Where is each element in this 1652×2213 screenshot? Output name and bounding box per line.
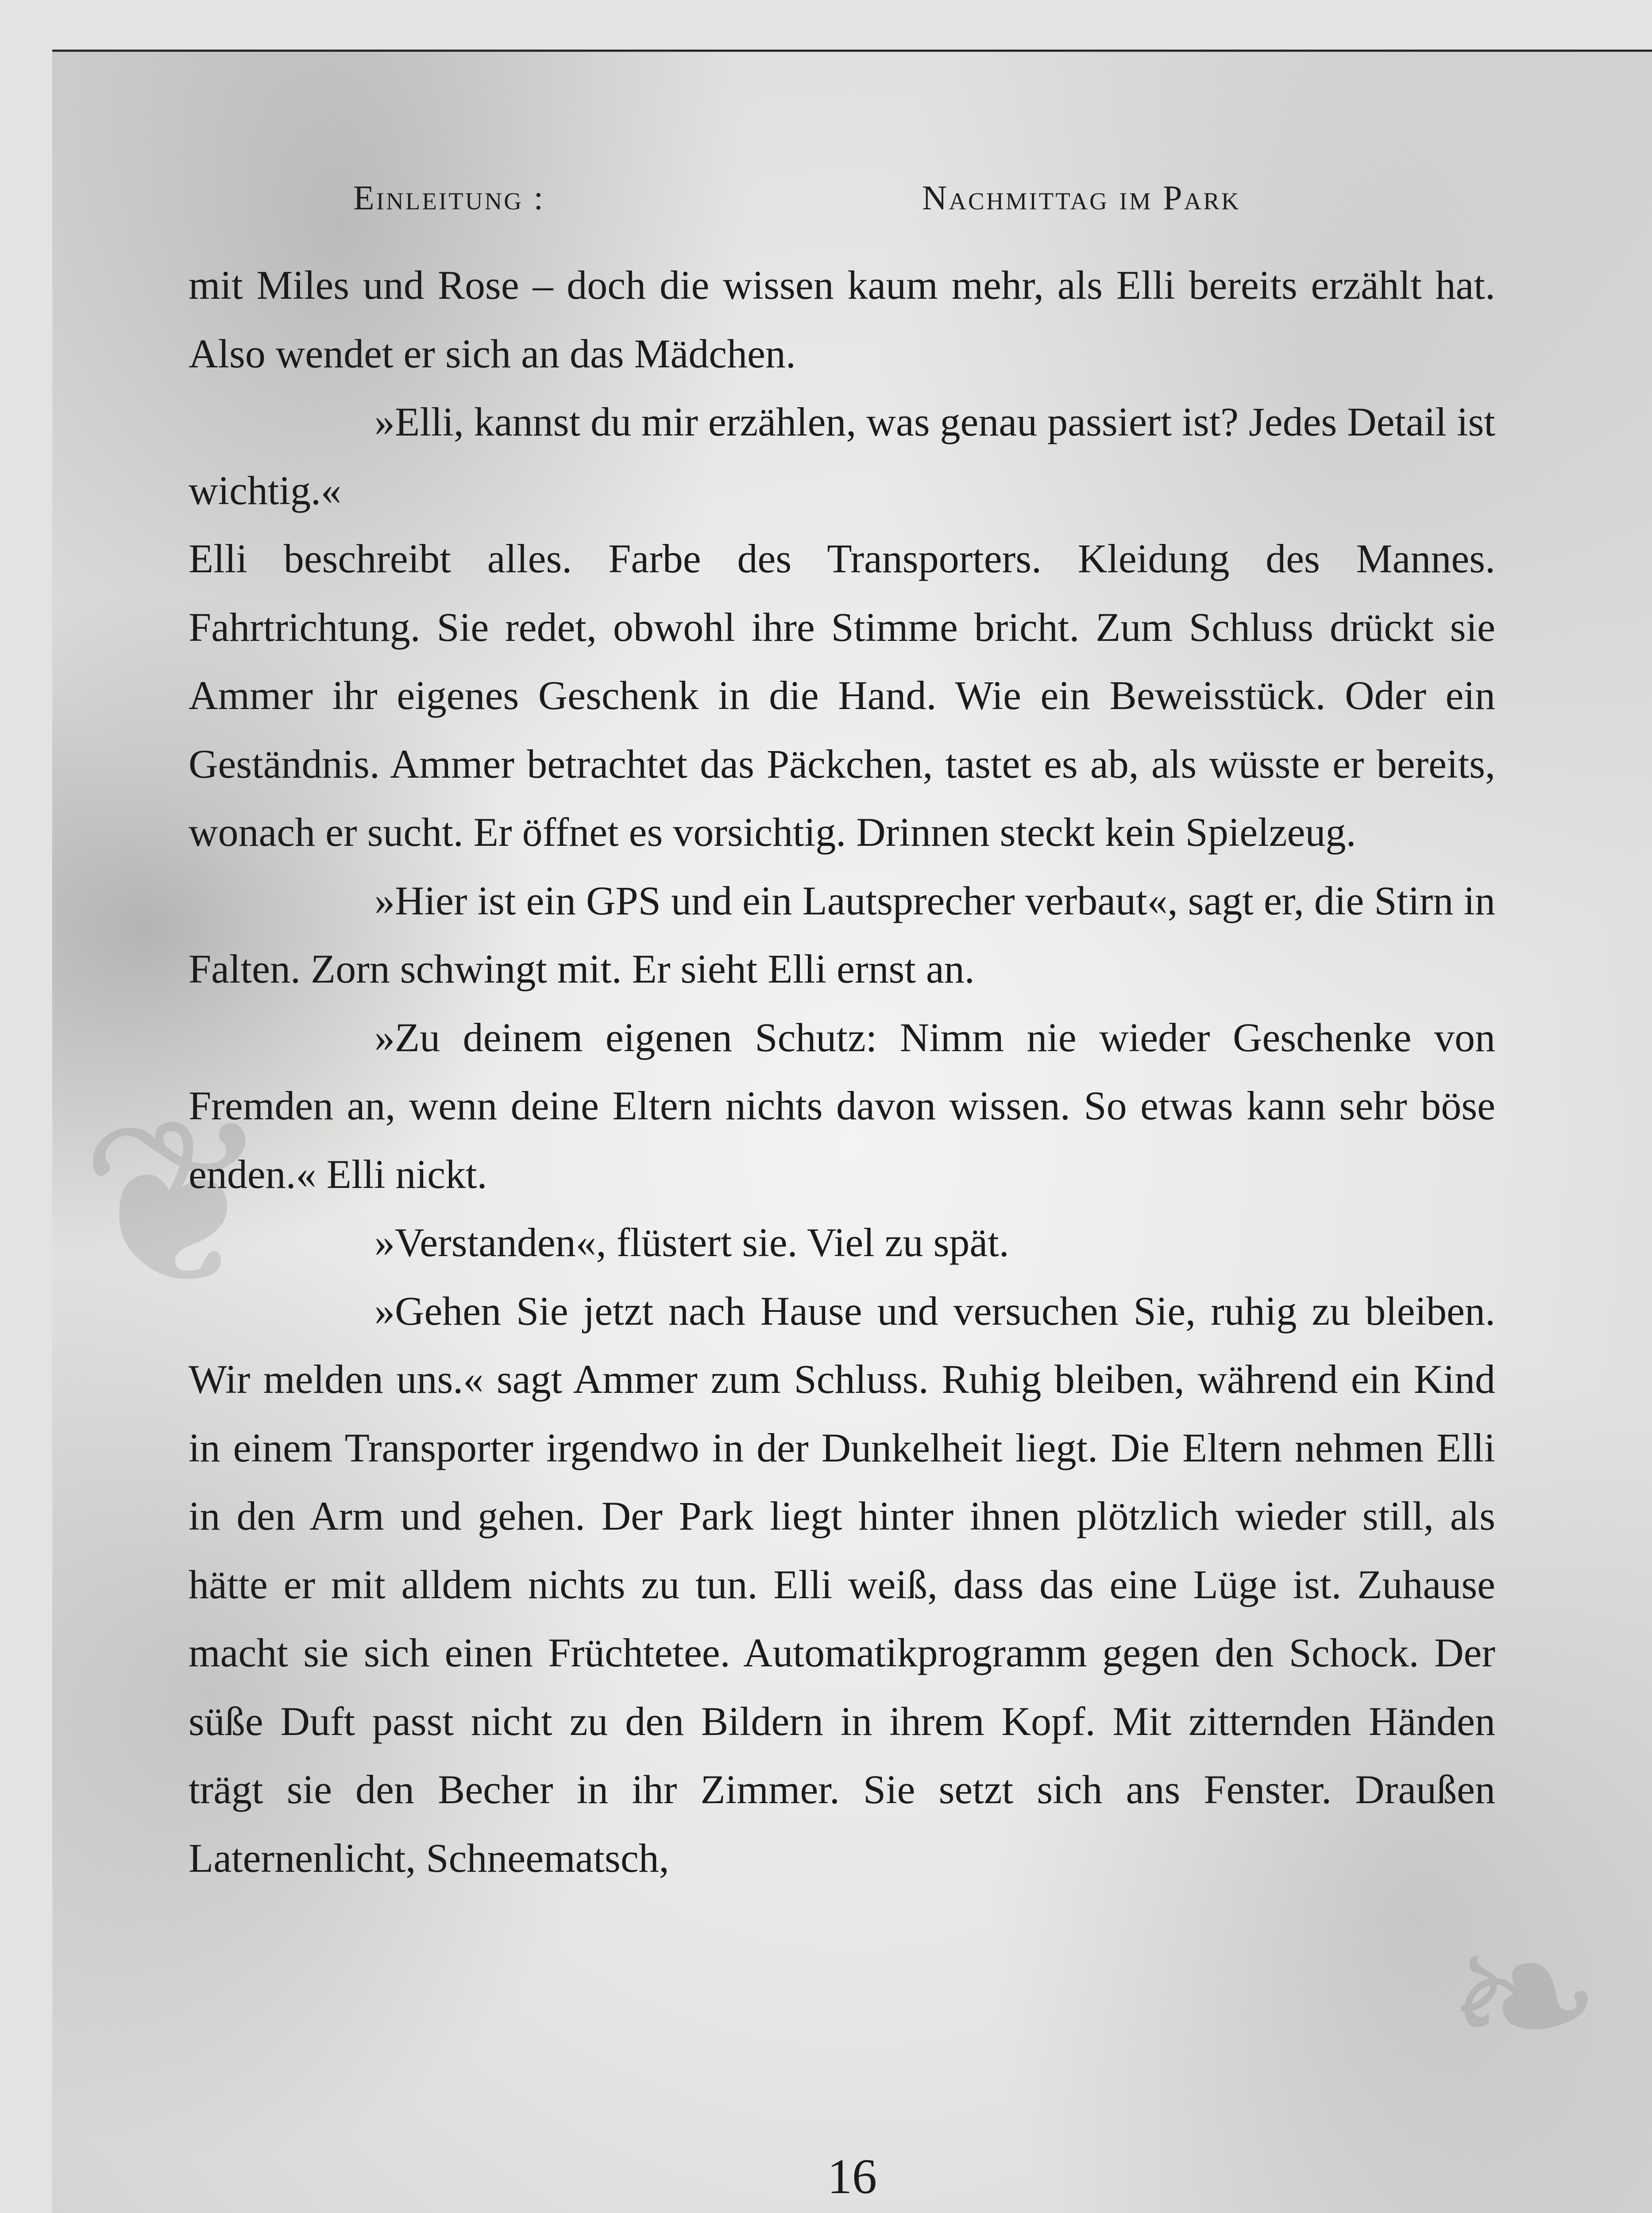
paragraph: »Verstanden«, flüstert sie. Viel zu spät. [374,1220,1009,1265]
body-text [189,251,1495,1892]
decorative-flourish-icon: ❧ [1447,1889,1602,2105]
decorative-swirl-icon: ❦ [79,1070,272,1338]
paragraph: »Elli, kannst du mir erzählen, was genau passiert ist? Jedes Detail ist wichtig.« [189,399,1495,513]
paragraph: »Zu deinem eigenen Schutz: Nimm nie wieder Geschenke von Fremden an, wenn deine Eltern nichts davon wissen. So etwas kann sehr böse enden.« Elli nickt. [189,1014,1495,1197]
chapter-label: Einleitung : [353,178,545,217]
paragraph: »Hier ist ein GPS und ein Lautsprecher verbaut«, sagt er, die Stirn in Falten. Zorn schwingt mit. Er sieht Elli ernst an. [189,878,1495,991]
running-head [52,178,1652,231]
page-number: 16 [827,2149,877,2204]
section-title: Nachmittag im Park [922,178,1241,217]
paragraph: Elli beschreibt alles. Farbe des Transporters. Kleidung des Mannes. Fahrtrichtung. Sie redet, obwohl ihre Stimme bricht. Zum Schluss drückt sie Ammer ihr eigenes Geschenk in die Hand. Wie ein Beweisstück. Oder ein Geständnis. Ammer betrachtet das Päckchen, tastet es ab, als wüsste er bereits, wonach er sucht. Er öffnet es vorsichtig. Drinnen steckt kein Spielzeug. [189,536,1495,855]
book-page [52,52,1652,2213]
paragraph: »Gehen Sie jetzt nach Hause und versuchen Sie, ruhig zu bleiben. Wir melden uns.« sagt Ammer zum Schluss. Ruhig bleiben, während ein Kind in einem Transporter irgendwo in der Dunkelheit liegt. Die Eltern nehmen Elli in den Arm und gehen. Der Park liegt hinter ihnen plötzlich wieder still, als hätte er mit alldem nichts zu tun. Elli weiß, dass das eine Lüge ist. Zuhause macht sie sich einen Früchtetee. Automatikprogramm gegen den Schock. Der süße Duft passt nicht zu den Bildern in ihrem Kopf. Mit zitternden Händen trägt sie den Becher in ihr Zimmer. Sie setzt sich ans Fenster. Draußen Laternenlicht, Schneematsch, [189,1288,1495,1881]
paragraph: mit Miles und Rose – doch die wissen kaum mehr, als Elli bereits erzählt hat. Also wendet er sich an das Mädchen. [189,262,1495,376]
